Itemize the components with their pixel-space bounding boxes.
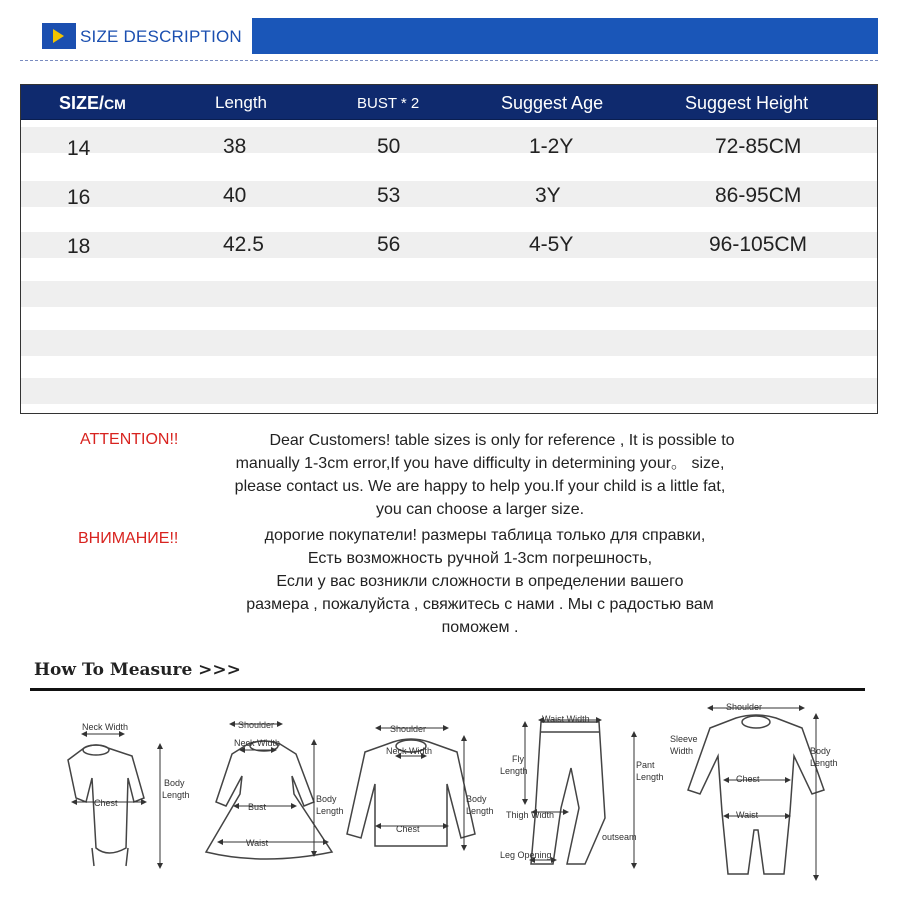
label-length: Length [810,758,838,768]
table-cell: 42.5 [223,233,264,256]
attention-line: manually 1-3cm error,If you have difficulty in determining your。 size, [235,455,725,472]
label-body: Body [810,746,831,756]
dashed-divider [20,60,878,61]
label-waist: Waist [246,838,269,848]
table-cell: 50 [377,135,401,158]
table-cell: 4-5Y [529,233,574,256]
label-body: Body [164,778,185,788]
label-outseam: outseam [602,832,637,842]
label-length: Length [466,806,494,816]
header-size-unit: CM [104,96,126,112]
label-bust: Bust [248,802,267,812]
attention-label-ru: ВНИМАНИЕ!! [78,530,179,547]
table-cell: 86-95CM [715,184,802,207]
attention-line: Dear Customers! table sizes is only for reference , It is possible to [269,432,735,449]
label-pant: Pant [636,760,655,770]
table-cell: 40 [223,184,247,207]
table-cell: 3Y [535,184,561,207]
table-stripe [21,378,877,404]
table-cell: 38 [223,135,247,158]
attention-line: you can choose a larger size. [375,501,585,518]
label-length: Length [162,790,190,800]
table-stripe [21,281,877,307]
how-to-measure-rule [30,688,865,691]
label-length: Length [316,806,344,816]
label-shoulder: Shoulder [238,720,275,730]
table-cell: 96-105CM [709,233,808,256]
label-body: Body [466,794,487,804]
banner-tab [20,18,254,54]
section-title: SIZE DESCRIPTION [80,27,242,46]
play-icon [42,23,76,49]
label-waist-width: Waist Width [542,714,590,724]
header-age: Suggest Age [501,93,604,113]
dress-diagram [206,741,332,859]
table-cell: 16 [67,186,91,209]
attention-text-en [180,429,780,521]
label-width: Width [670,746,694,756]
attention-line: please contact us. We are happy to help you.If your child is a little fat, [234,478,726,495]
attention-line: размера , пожалуйста , свяжитесь с нами . Мы с радостью вам [246,596,714,613]
label-neck-width: Neck Width [82,722,129,732]
pants-diagram [531,722,605,864]
label-chest: Chest [736,774,760,784]
attention-line: поможем . [441,619,519,636]
how-to-measure-title: How To Measure >>> [34,660,241,680]
table-cell: 14 [67,137,91,160]
table-stripe [21,330,877,356]
label-fly-length: Length [500,766,528,776]
label-chest: Chest [396,824,420,834]
romper-diagram [688,715,824,874]
label-waist: Waist [736,810,759,820]
label-shoulder: Shoulder [726,702,763,712]
header-size [59,93,126,114]
label-thigh-width: Thigh Width [506,810,555,820]
attention-line: Если у вас возникли сложности в определении вашего [276,573,684,590]
label-neck-width: Neck Width [234,738,281,748]
attention-line: дорогие покупатели! размеры таблица только для справки, [264,527,706,544]
table-cell: 18 [67,235,91,258]
label-body: Body [316,794,337,804]
table-cell: 53 [377,184,401,207]
label-leg-opening: Leg Opening [500,850,552,860]
attention-text-ru [180,524,780,639]
label-neck-width: Neck Width [386,746,433,756]
size-table [20,84,878,414]
measure-diagrams [36,698,866,898]
label-pant-length: Length [636,772,664,782]
label-fly: Fly [512,754,524,764]
table-cell: 1-2Y [529,135,574,158]
table-cell: 72-85CM [715,135,802,158]
attention-line: Есть возможность ручной 1-3cm погрешность, [307,550,653,567]
table-header [21,85,877,120]
header-bust: BUST * 2 [357,95,420,112]
table-cell: 56 [377,233,401,256]
header-height: Suggest Height [685,93,809,113]
header-length: Length [215,93,267,112]
section-banner [20,18,878,54]
label-sleeve: Sleeve [670,734,698,744]
label-chest: Chest [94,798,118,808]
attention-label-en: ATTENTION!! [80,431,179,448]
header-size-label: SIZE/ [59,93,105,113]
label-shoulder: Shoulder [390,724,427,734]
